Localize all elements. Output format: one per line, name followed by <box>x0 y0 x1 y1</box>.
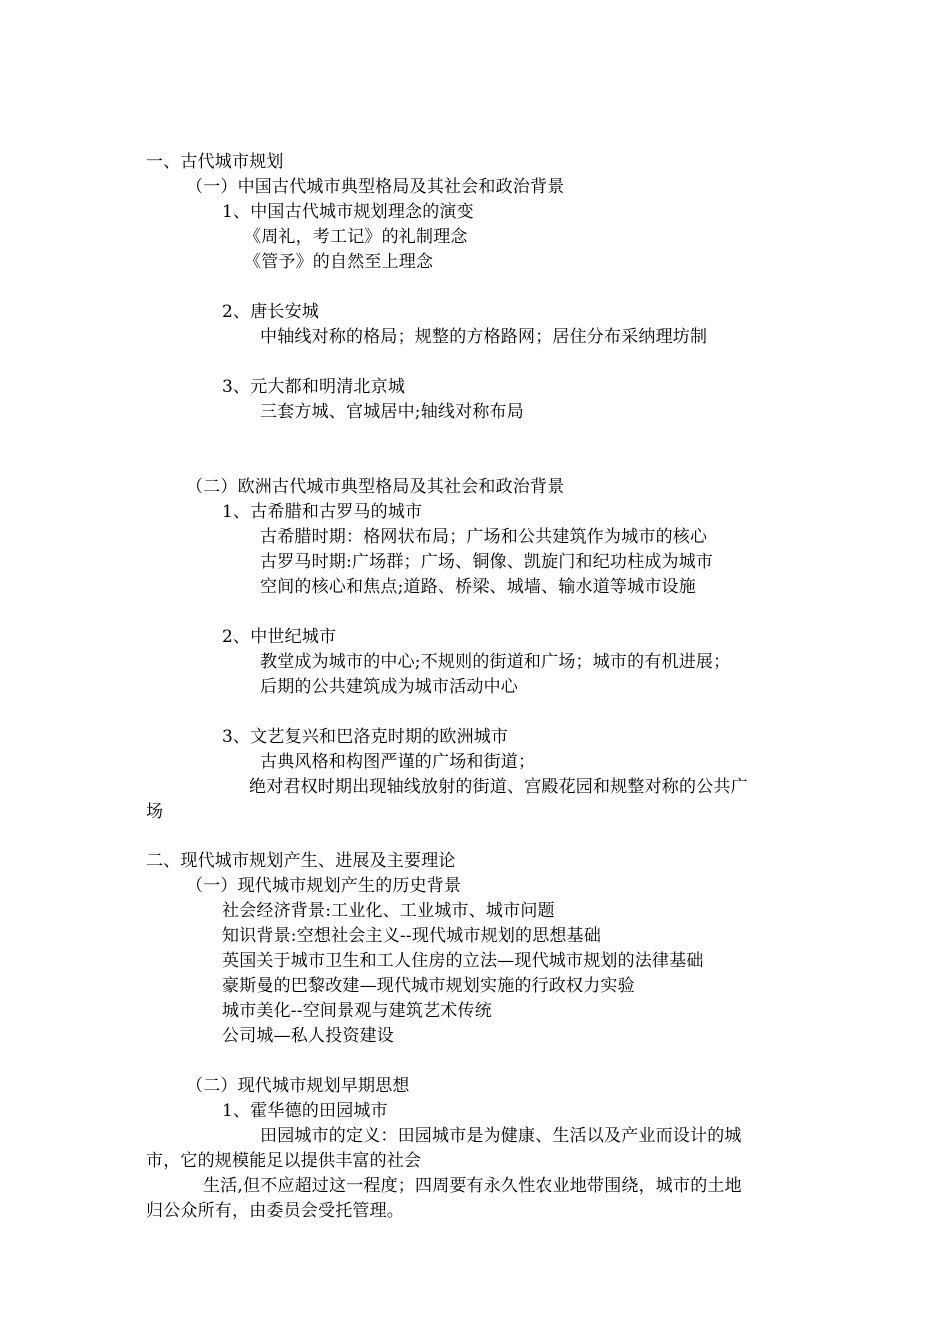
heading-1-1: （一）中国古代城市典型格局及其社会和政治背景 <box>186 177 565 197</box>
body-line: 空间的核心和焦点;道路、桥梁、城墙、输水道等城市设施 <box>260 577 696 597</box>
body-line: 古希腊时期：格网状布局；广场和公共建筑作为城市的核心 <box>260 527 708 547</box>
heading-2-1: （一）现代城市规划产生的历史背景 <box>186 876 462 896</box>
body-line: 英国关于城市卫生和工人住房的立法—现代城市规划的法律基础 <box>222 951 704 971</box>
body-line: 场 <box>146 802 164 822</box>
body-line: 公司城—私人投资建设 <box>222 1026 394 1046</box>
body-line: 古罗马时期:广场群；广场、铜像、凯旋门和纪功柱成为城市 <box>260 552 714 572</box>
body-line: 市，它的规模能足以提供丰富的社会 <box>146 1151 422 1171</box>
body-line: 城市美化--空间景观与建筑艺术传统 <box>222 1001 492 1021</box>
heading-1-2-2: 2、中世纪城市 <box>222 627 337 647</box>
body-line: 社会经济背景:工业化、工业城市、城市问题 <box>222 901 555 921</box>
body-line: 三套方城、官城居中;轴线对称布局 <box>260 402 524 422</box>
body-line: 归公众所有，由委员会受托管理。 <box>146 1201 404 1221</box>
body-line: 后期的公共建筑成为城市活动中心 <box>260 677 518 697</box>
heading-1-1-2: 2、唐长安城 <box>222 302 320 322</box>
heading-1-1-3: 3、元大都和明清北京城 <box>222 377 406 397</box>
heading-2-2-1: 1、霍华德的田园城市 <box>222 1101 388 1121</box>
heading-1-1-1: 1、中国古代城市规划理念的演变 <box>222 202 474 222</box>
body-line: 生活,但不应超过这一程度；四周要有永久性农业地带围绕，城市的土地 <box>203 1176 742 1196</box>
heading-2-2: （二）现代城市规划早期思想 <box>186 1076 410 1096</box>
body-line: 知识背景:空想社会主义--现代城市规划的思想基础 <box>222 926 602 946</box>
body-line: 《周礼，考工记》的礼制理念 <box>244 227 468 247</box>
body-line: 《管予》的自然至上理念 <box>244 252 434 272</box>
body-line: 古典风格和构图严谨的广场和街道； <box>260 752 536 772</box>
body-line: 绝对君权时期出现轴线放射的街道、宫殿花园和规整对称的公共广 <box>249 777 748 797</box>
body-line: 教堂成为城市的中心;不规则的街道和广场；城市的有机进展； <box>260 652 731 672</box>
heading-2: 二、现代城市规划产生、进展及主要理论 <box>146 851 456 871</box>
body-line: 田园城市的定义：田园城市是为健康、生活以及产业而设计的城 <box>260 1126 742 1146</box>
heading-1-2: （二）欧洲古代城市典型格局及其社会和政治背景 <box>186 477 565 497</box>
heading-1: 一、古代城市规划 <box>146 152 284 172</box>
body-line: 中轴线对称的格局；规整的方格路网；居住分布采纳理坊制 <box>260 327 708 347</box>
heading-1-2-1: 1、古希腊和古罗马的城市 <box>222 502 423 522</box>
heading-1-2-3: 3、文艺复兴和巴洛克时期的欧洲城市 <box>222 727 509 747</box>
body-line: 豪斯曼的巴黎改建—现代城市规划实施的行政权力实验 <box>222 976 635 996</box>
